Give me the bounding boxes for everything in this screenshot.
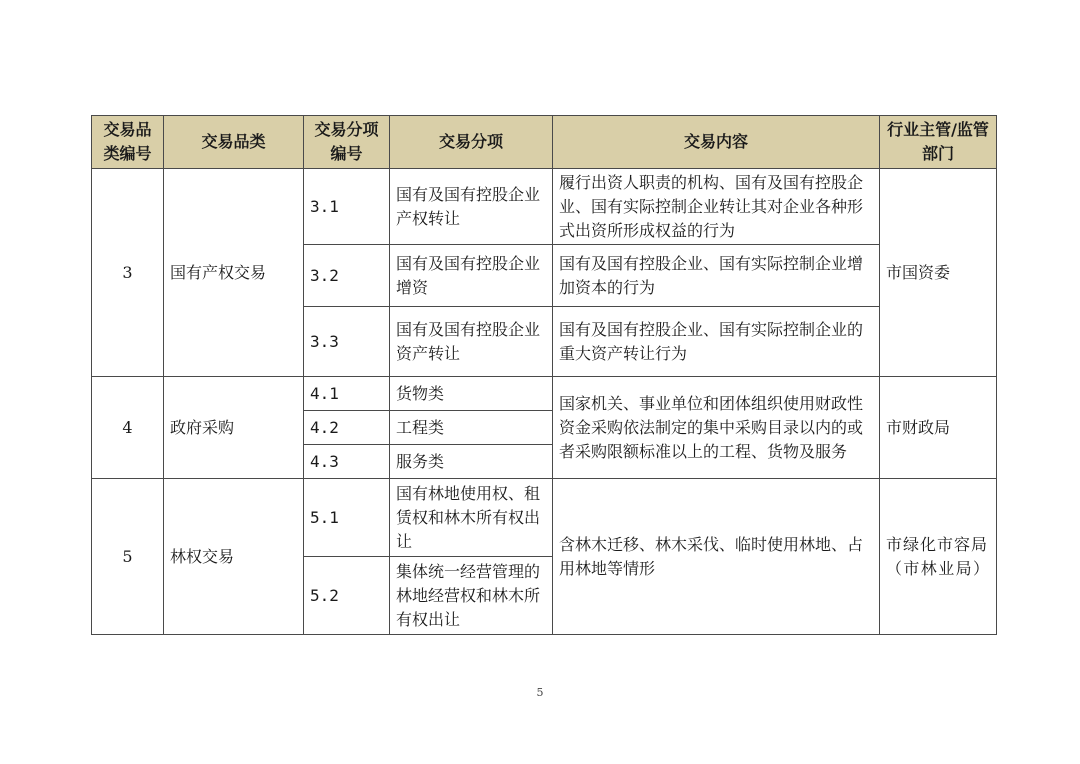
item-name-cell: 集体统一经营管理的林地经营权和林木所有权出让 (390, 557, 553, 635)
category-no-cell: 4 (92, 377, 164, 479)
item-name-cell: 国有林地使用权、租赁权和林木所有权出让 (390, 479, 553, 557)
item-content-cell: 含林木迁移、林木采伐、临时使用林地、占用林地等情形 (553, 479, 880, 635)
item-name-cell: 货物类 (390, 377, 553, 411)
item-content-cell: 履行出资人职责的机构、国有及国有控股企业、国有实际控制企业转让其对企业各种形式出资所形成权益的行为 (553, 169, 880, 245)
item-no-cell: 3.1 (304, 169, 390, 245)
table-header-row (92, 116, 997, 169)
category-cell: 国有产权交易 (164, 169, 304, 377)
item-name-cell: 工程类 (390, 411, 553, 445)
header-content: 交易内容 (553, 116, 880, 169)
item-content-cell: 国家机关、事业单位和团体组织使用财政性资金采购依法制定的集中采购目录以内的或者采购限额标准以上的工程、货物及服务 (553, 377, 880, 479)
item-no-cell: 3.2 (304, 245, 390, 307)
header-department: 行业主管/监管部门 (880, 116, 997, 169)
item-no-cell: 5.1 (304, 479, 390, 557)
item-no-cell: 5.2 (304, 557, 390, 635)
trade-catalog-table (91, 115, 997, 635)
page-number: 5 (536, 686, 544, 699)
item-no-cell: 4.3 (304, 445, 390, 479)
header-category: 交易品类 (164, 116, 304, 169)
table-row (92, 377, 997, 411)
item-content-cell: 国有及国有控股企业、国有实际控制企业的重大资产转让行为 (553, 307, 880, 377)
department-cell: 市国资委 (880, 169, 997, 377)
item-no-cell: 4.1 (304, 377, 390, 411)
category-no-cell: 3 (92, 169, 164, 377)
category-cell: 政府采购 (164, 377, 304, 479)
item-no-cell: 3.3 (304, 307, 390, 377)
item-name-cell: 服务类 (390, 445, 553, 479)
department-cell: 市绿化市容局（市林业局） (880, 479, 997, 635)
category-no-cell: 5 (92, 479, 164, 635)
category-cell: 林权交易 (164, 479, 304, 635)
item-no-cell: 4.2 (304, 411, 390, 445)
item-name-cell: 国有及国有控股企业产权转让 (390, 169, 553, 245)
item-content-cell: 国有及国有控股企业、国有实际控制企业增加资本的行为 (553, 245, 880, 307)
item-name-cell: 国有及国有控股企业增资 (390, 245, 553, 307)
header-item: 交易分项 (390, 116, 553, 169)
department-cell: 市财政局 (880, 377, 997, 479)
header-category-no: 交易品类编号 (92, 116, 164, 169)
table-row (92, 479, 997, 557)
item-name-cell: 国有及国有控股企业资产转让 (390, 307, 553, 377)
header-item-no: 交易分项编号 (304, 116, 390, 169)
table-row (92, 169, 997, 245)
